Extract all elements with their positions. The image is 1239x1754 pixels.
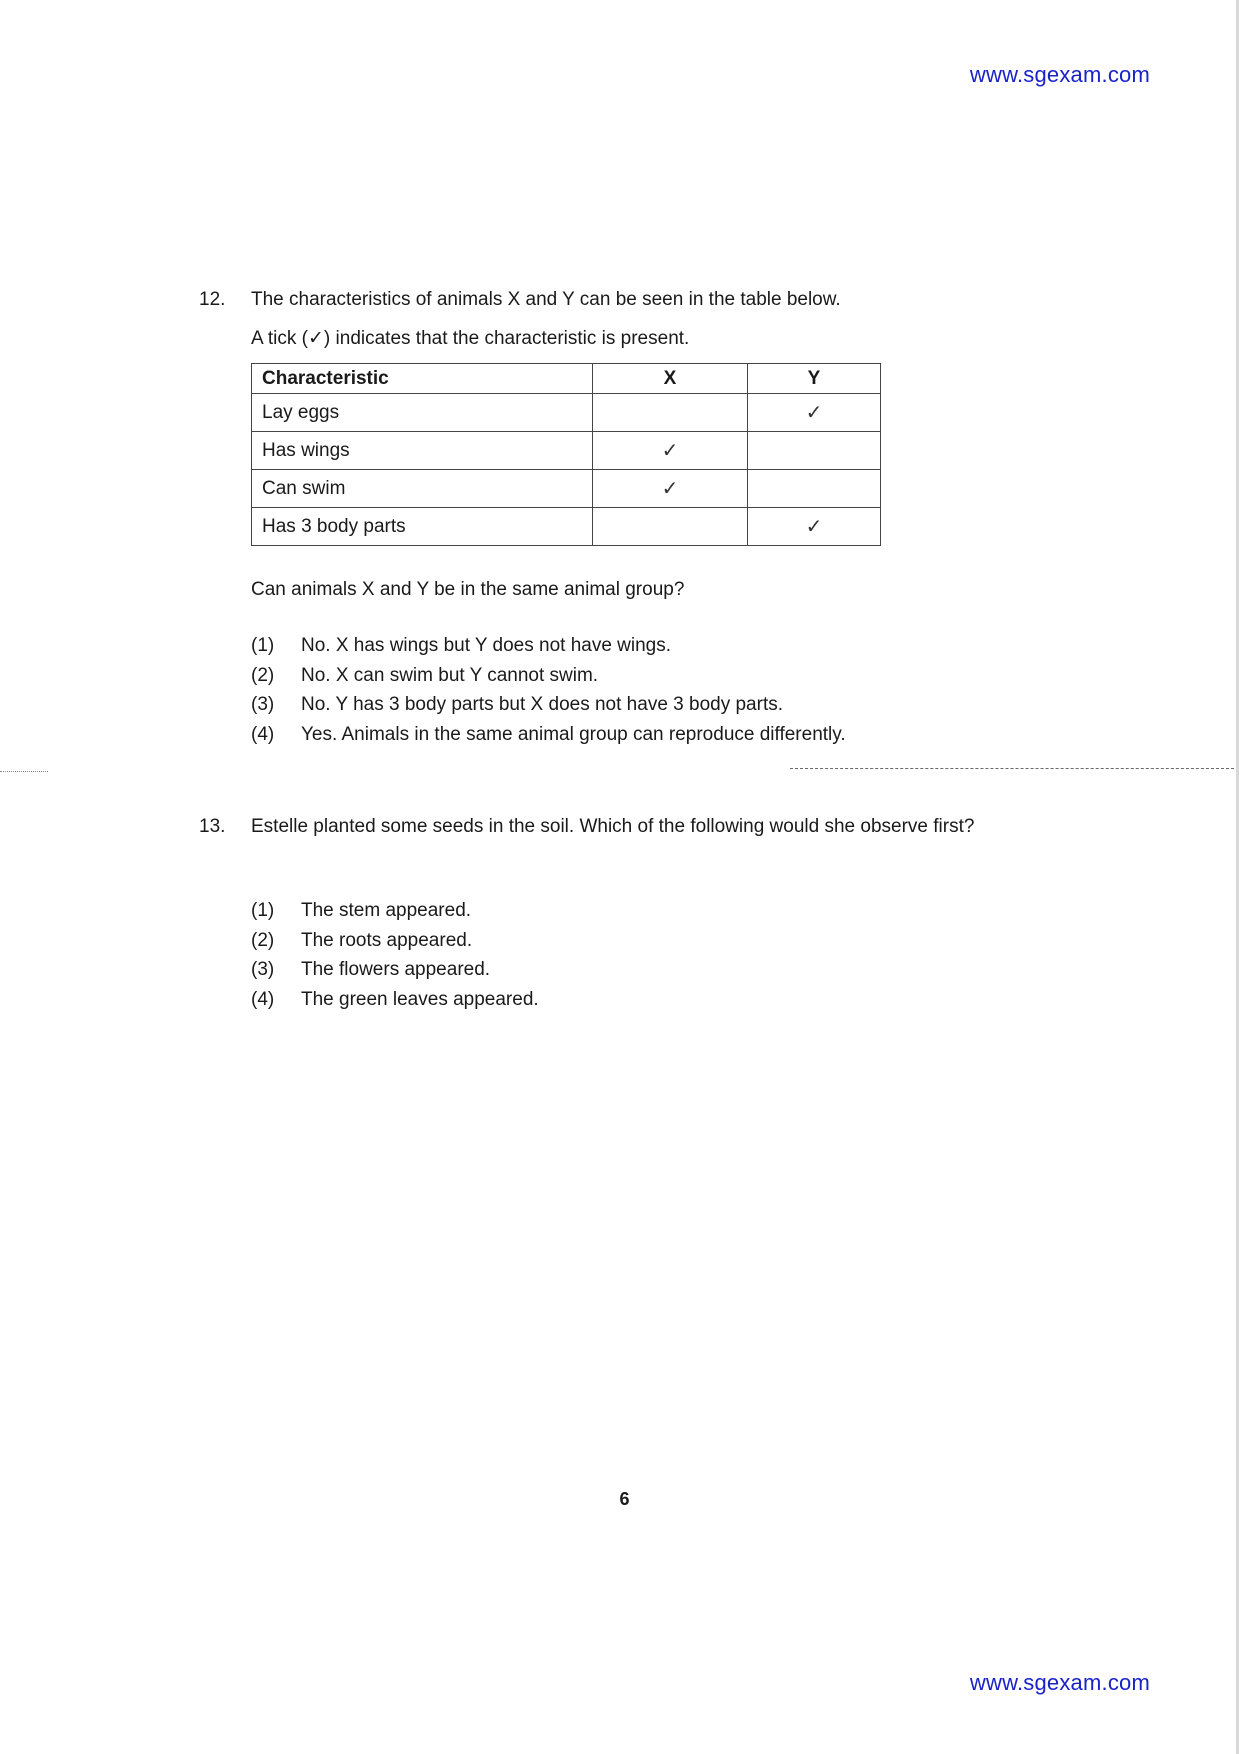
option-text: No. Y has 3 body parts but X does not have 3 body parts. [301,694,784,715]
tick-icon: ✓ [805,513,823,538]
cell-y [748,432,881,470]
options-list [251,631,846,749]
option-number: (1) [251,635,275,656]
option-2 [251,926,539,956]
option-text: No. X can swim but Y cannot swim. [301,664,599,686]
cell-x [593,394,748,432]
question-prompt: The characteristics of animals X and Y can be seen in the table below. [251,289,841,310]
section-divider [790,768,1239,769]
option-text: Yes. Animals in the same animal group can reproduce differently. [301,723,846,745]
option-4 [251,985,539,1015]
option-3 [251,690,846,720]
table-row [252,470,881,508]
tick-icon: ✓ [661,437,679,462]
cell-characteristic: Lay eggs [252,394,593,432]
characteristics-table [251,363,881,546]
option-text: The flowers appeared. [301,959,491,980]
option-text: No. X has wings but Y does not have wings. [301,635,672,656]
table-row [252,432,881,470]
option-number: (4) [251,988,275,1010]
table-row [252,508,881,546]
table-row [252,394,881,432]
question-13 [199,812,1099,1010]
cell-characteristic: Can swim [252,470,593,508]
question-subprompt: A tick (✓) indicates that the characteristic is present. [251,328,690,349]
cell-x [593,508,748,546]
header-x: X [593,364,748,394]
option-4 [251,720,846,750]
question-12 [199,285,1099,745]
question-number: 12. [199,289,226,310]
question-prompt: Estelle planted some seeds in the soil. Which of the following would she observe first? [251,816,975,837]
question-body [251,285,1099,353]
watermark-top: www.sgexam.com [969,62,1150,87]
question-number: 13. [199,816,226,837]
option-number: (3) [251,959,275,980]
option-number: (2) [251,664,275,686]
option-1 [251,631,846,661]
cell-characteristic: Has 3 body parts [252,508,593,546]
tick-icon: ✓ [661,475,679,500]
cell-x [593,432,748,470]
option-number: (4) [251,723,275,745]
section-divider-left [0,771,48,772]
table-header-row [252,364,881,394]
page-number: 6 [619,1489,630,1509]
header-characteristic: Characteristic [252,364,593,394]
question-body [251,812,1099,841]
option-text: The green leaves appeared. [301,988,539,1010]
cell-characteristic: Has wings [252,432,593,470]
watermark-bottom: www.sgexam.com [969,1670,1150,1695]
option-number: (2) [251,929,275,951]
cell-y [748,394,881,432]
header-y: Y [748,364,881,394]
option-text: The stem appeared. [301,900,472,921]
option-number: (3) [251,694,275,715]
option-3 [251,955,539,985]
options-list [251,896,539,1014]
cell-y [748,508,881,546]
cell-x [593,470,748,508]
option-text: The roots appeared. [301,929,473,951]
follow-up-question: Can animals X and Y be in the same animal group? [251,579,685,600]
option-1 [251,896,539,926]
tick-icon: ✓ [805,399,823,424]
cell-y [748,470,881,508]
option-2 [251,661,846,691]
option-number: (1) [251,900,275,921]
